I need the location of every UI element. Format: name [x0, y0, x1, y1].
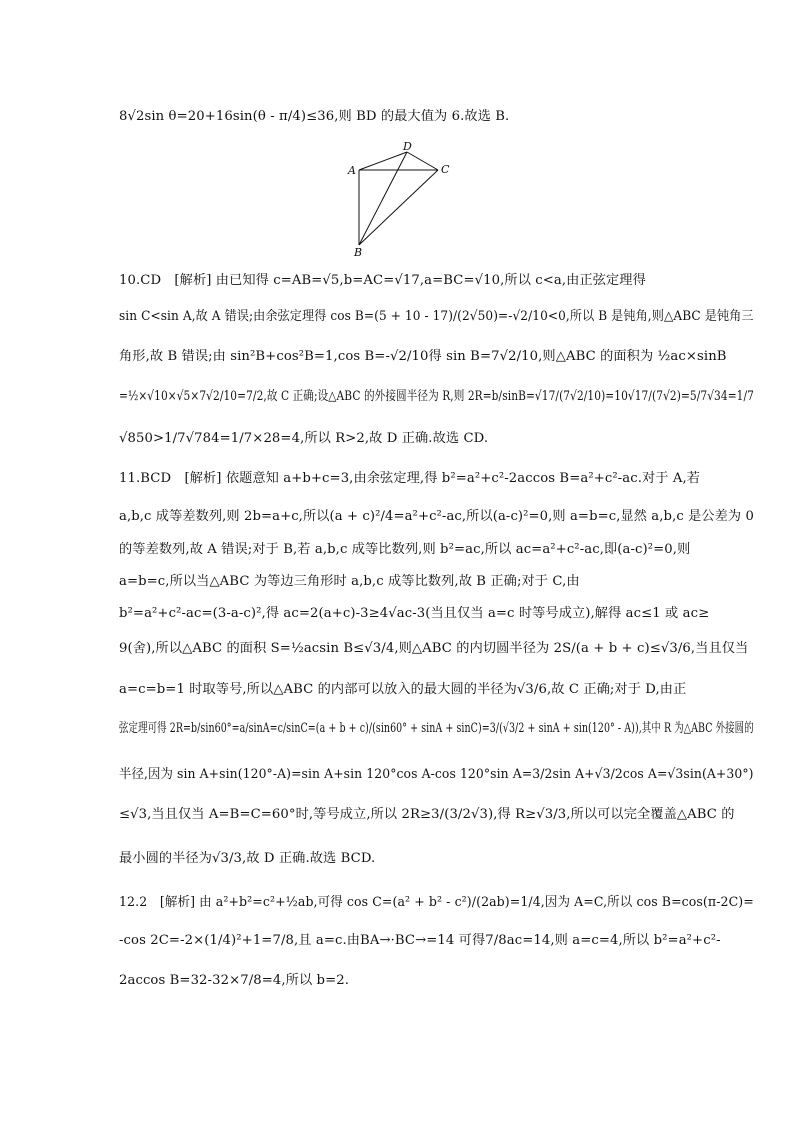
text-line-3: sin C<sin A,故 A 错误;由余弦定理得 cos B=(5 + 10 - 17)/(2√50)=-√2/10<0,所以 B 是钝角,则△ABC 是钝角三 — [119, 309, 754, 324]
text-line-6: √850>1/7√784=1/7×28=4,所以 R>2,故 D 正确.故选 CD. — [119, 431, 489, 446]
edge-DC — [407, 152, 438, 170]
text-line-8: a,b,c 成等差数列,则 2b=a+c,所以(a + c)²/4=a²+c²-ac,所以(a-c)²=0,则 a=b=c,显然 a,b,c 是公差为 0 — [119, 509, 754, 524]
text-line-2: 10.CD [解析] 由已知得 c=AB=√5,b=AC=√17,a=BC=√10,所以 c<a,由正弦定理得 — [119, 273, 646, 288]
label-B: B — [354, 246, 363, 259]
text-line-12: 9(舍),所以△ABC 的面积 S=½acsin B≤√3/4,则△ABC 的内切圆半径为 2S/(a + b + c)≤√3/6,当且仅当 — [119, 641, 749, 656]
text-line-1: 8√2sin θ=20+16sin(θ - π/4)≤36,则 BD 的最大值为 6.故选 B. — [119, 109, 510, 124]
text-line-17: 最小圆的半径为√3/3,故 D 正确.故选 BCD. — [119, 851, 376, 866]
edge-DB — [359, 152, 407, 245]
label-C: C — [441, 163, 450, 176]
text-line-13: a=c=b=1 时取等号,所以△ABC 的内部可以放入的最大圆的半径为√3/6,故 C 正确;对于 D,由正 — [119, 682, 687, 697]
label-D: D — [403, 140, 412, 153]
text-line-20: 2accos B=32-32×7/8=4,所以 b=2. — [119, 973, 350, 988]
text-line-9: 的等差数列,故 A 错误;对于 B,若 a,b,c 成等比数列,则 b²=ac,所以 ac=a²+c²-ac,即(a-c)²=0,则 — [119, 542, 691, 557]
text-line-14: 弦定理可得 2R=b/sin60°=a/sinA=c/sinC=(a + b + c)/(sin60° + sinA + sinC)=3/(√3/2 + sinA + sin(120° - A)),其中 R 为△ABC 外接圆的 — [119, 721, 754, 736]
text-line-5: =½×√10×√5×7√2/10=7/2,故 C 正确;设△ABC 的外接圆半径为 R,则 2R=b/sinB=√17/(7√2/10)=10√17/(7√2)=5/7√34=1/7 — [119, 389, 754, 404]
text-line-11: b²=a²+c²-ac=(3-a-c)²,得 ac=2(a+c)-3≥4√ac-3(当且仅当 a=c 时等号成立),解得 ac≤1 或 ac≥ — [119, 606, 710, 621]
edge-CB — [359, 170, 438, 245]
text-line-18: 12.2 [解析] 由 a²+b²=c²+½ab,可得 cos C=(a² + b² - c²)/(2ab)=1/4,因为 A=C,所以 cos B=cos(π-2C)= — [119, 895, 754, 910]
text-line-4: 角形,故 B 错误;由 sin²B+cos²B=1,cos B=-√2/10得 sin B=7√2/10,则△ABC 的面积为 ½ac×sinB — [119, 349, 727, 364]
text-line-10: a=b=c,所以当△ABC 为等边三角形时 a,b,c 成等比数列,故 B 正确;对于 C,由 — [119, 574, 580, 589]
label-A: A — [348, 164, 356, 177]
text-line-16: ≤√3,当且仅当 A=B=C=60°时,等号成立,所以 2R≥3/(3/2√3),得 R≥√3/3,所以可以完全覆盖△ABC 的 — [119, 807, 735, 822]
text-line-19: -cos 2C=-2×(1/4)²+1=7/8,且 a=c.由BA→·BC→=14 可得7/8ac=14,则 a=c=4,所以 b²=a²+c²- — [119, 933, 721, 948]
edge-AD — [359, 152, 407, 170]
geometry-diagram — [340, 140, 470, 260]
text-line-7: 11.BCD [解析] 依题意知 a+b+c=3,由余弦定理,得 b²=a²+c²-2accos B=a²+c²-ac.对于 A,若 — [119, 471, 701, 486]
text-line-15: 半径,因为 sin A+sin(120°-A)=sin A+sin 120°cos A-cos 120°sin A=3/2sin A+√3/2cos A=√3sin(A+30°) — [119, 767, 754, 782]
